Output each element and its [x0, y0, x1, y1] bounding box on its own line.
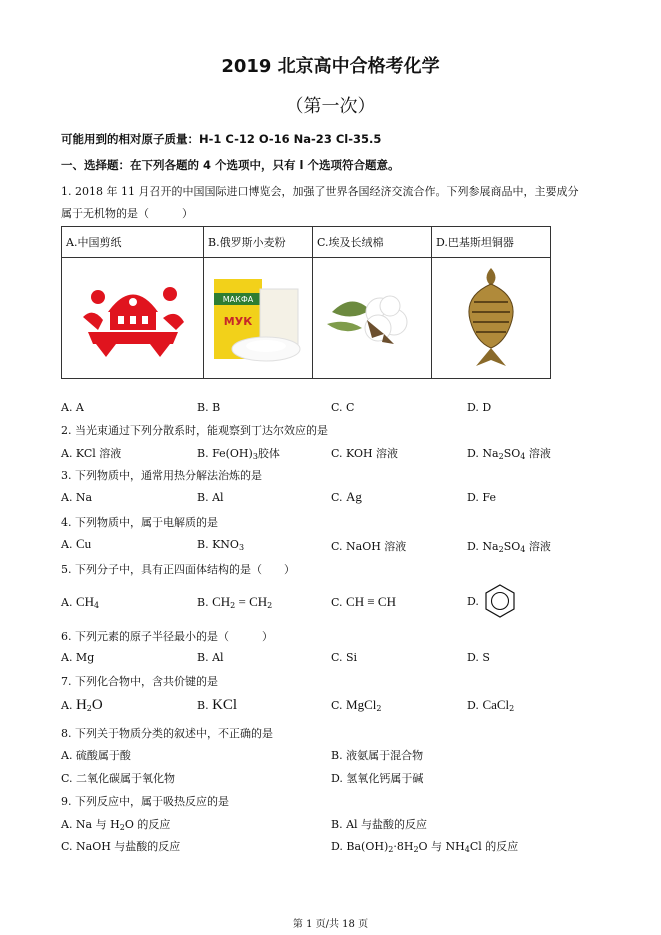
q6-choice-b: B. Al: [197, 651, 224, 664]
q6-choice-d: D. S: [467, 651, 490, 664]
benzene-ring-icon: [482, 583, 518, 619]
q4-choice-a: A. Cu: [61, 536, 92, 551]
q7-choice-b: B. KCl: [197, 697, 238, 713]
q3-choice-a: A. Na: [61, 491, 93, 504]
cotton-image: [322, 272, 422, 362]
q1-header-b: B.俄罗斯小麦粉: [204, 227, 313, 258]
q9-choice-c: C. NaOH 与盐酸的反应: [61, 840, 181, 853]
q1-image-d: [432, 258, 551, 379]
q8-stem: 8. 下列关于物质分类的叙述中，不正确的是: [61, 727, 273, 740]
q9-stem: 9. 下列反应中，属于吸热反应的是: [61, 795, 229, 808]
page-subtitle: （第一次）: [285, 96, 376, 117]
q3-choice-c: C. Ag: [331, 489, 362, 504]
q9-choice-b: B. Al 与盐酸的反应: [331, 818, 428, 831]
q1-header-a: A.中国剪纸: [62, 227, 204, 258]
q9-choice-a: A. Na 与 $H_2O$ 的反应: [61, 818, 171, 832]
q7-choice-a: A. $H_2O$: [61, 697, 103, 713]
q1-choice-c: C. C: [331, 401, 355, 414]
q8-choice-b: B. 液氨属于混合物: [331, 749, 424, 762]
flour-bag-image: [210, 267, 306, 367]
q5-choice-a: A. $CH_4$: [61, 594, 100, 610]
q1-header-c: C.埃及长绒棉: [313, 227, 432, 258]
q1-image-c: [313, 258, 432, 379]
q1-image-a: [62, 258, 204, 379]
q7-choice-c: C. MgCl$_2$: [331, 697, 382, 713]
q1-choice-b: B. B: [197, 401, 221, 414]
q5-choice-b: B. $CH_2 = CH_2$: [197, 594, 273, 610]
q5-choice-d: D.: [467, 595, 479, 608]
q9-choice-d: D. $Ba(OH)_2\cdot 8H_2O$ 与 $NH_4Cl$ 的反应: [331, 840, 519, 854]
q1-image-b: [204, 258, 313, 379]
flour-brand-label: МАКФА: [222, 294, 254, 304]
q5-stem: 5. 下列分子中，具有正四面体结构的是（ ）: [61, 563, 295, 576]
q2-choice-b: B. $Fe(OH)_3$胶体: [197, 447, 280, 461]
q6-choice-a: A. Mg: [61, 651, 95, 664]
q4-choice-c: C. NaOH 溶液: [331, 540, 407, 553]
q2-choice-d: D. $Na_2SO_4$ 溶液: [467, 447, 551, 461]
q2-choice-c: C. KOH 溶液: [331, 447, 399, 460]
q8-choice-a: A. 硫酸属于酸: [61, 749, 131, 762]
q8-choice-c: C. 二氧化碳属于氧化物: [61, 772, 176, 785]
q6-stem: 6. 下列元素的原子半径最小的是（ ）: [61, 630, 273, 643]
q2-stem: 2. 当光束通过下列分散系时，能观察到丁达尔效应的是: [61, 424, 328, 437]
q4-choice-b: B. $KNO_3$: [197, 538, 245, 552]
atomic-masses: 可能用到的相对原子质量：H-1 C-12 O-16 Na-23 Cl-35.5: [61, 132, 382, 146]
q1-choice-a: A. A: [61, 401, 84, 414]
q4-choice-d: D. $Na_2SO_4$ 溶液: [467, 540, 551, 554]
page-title: 2019 北京高中合格考化学: [221, 56, 440, 77]
q1-stem-line2: 属于无机物的是（ ）: [61, 207, 193, 220]
q1-header-d: D.巴基斯坦铜器: [432, 227, 551, 258]
q2-choice-a: A. KCl 溶液: [61, 447, 122, 460]
q1-choice-d: D. D: [467, 401, 492, 414]
q8-choice-d: D. 氢氧化钙属于碱: [331, 772, 424, 785]
page-footer: 第 1 页/共 18 页: [292, 919, 369, 930]
q7-stem: 7. 下列化合物中，含共价键的是: [61, 675, 218, 688]
q5-choice-c: C. CH ≡ CH: [331, 594, 396, 609]
q7-choice-d: D. CaCl$_2$: [467, 697, 515, 713]
q4-stem: 4. 下列物质中，属于电解质的是: [61, 516, 218, 529]
q3-choice-b: B. Al: [197, 491, 224, 504]
papercut-image: [78, 272, 188, 362]
bronze-vessel-image: [456, 262, 526, 372]
q1-stem-line1: 1. 2018 年 11 月召开的中国国际进口博览会，加强了世界各国经济交流合作。下列参展商品中，主要成分: [61, 185, 579, 198]
section-heading: 一、选择题：在下列各题的 4 个选项中，只有 l 个选项符合题意。: [61, 158, 400, 172]
q6-choice-c: C. Si: [331, 651, 358, 664]
q3-choice-d: D. Fe: [467, 491, 496, 504]
q1-options-table: [61, 226, 551, 379]
q3-stem: 3. 下列物质中，通常用热分解法治炼的是: [61, 469, 262, 482]
flour-text-label: МУК: [223, 314, 253, 328]
